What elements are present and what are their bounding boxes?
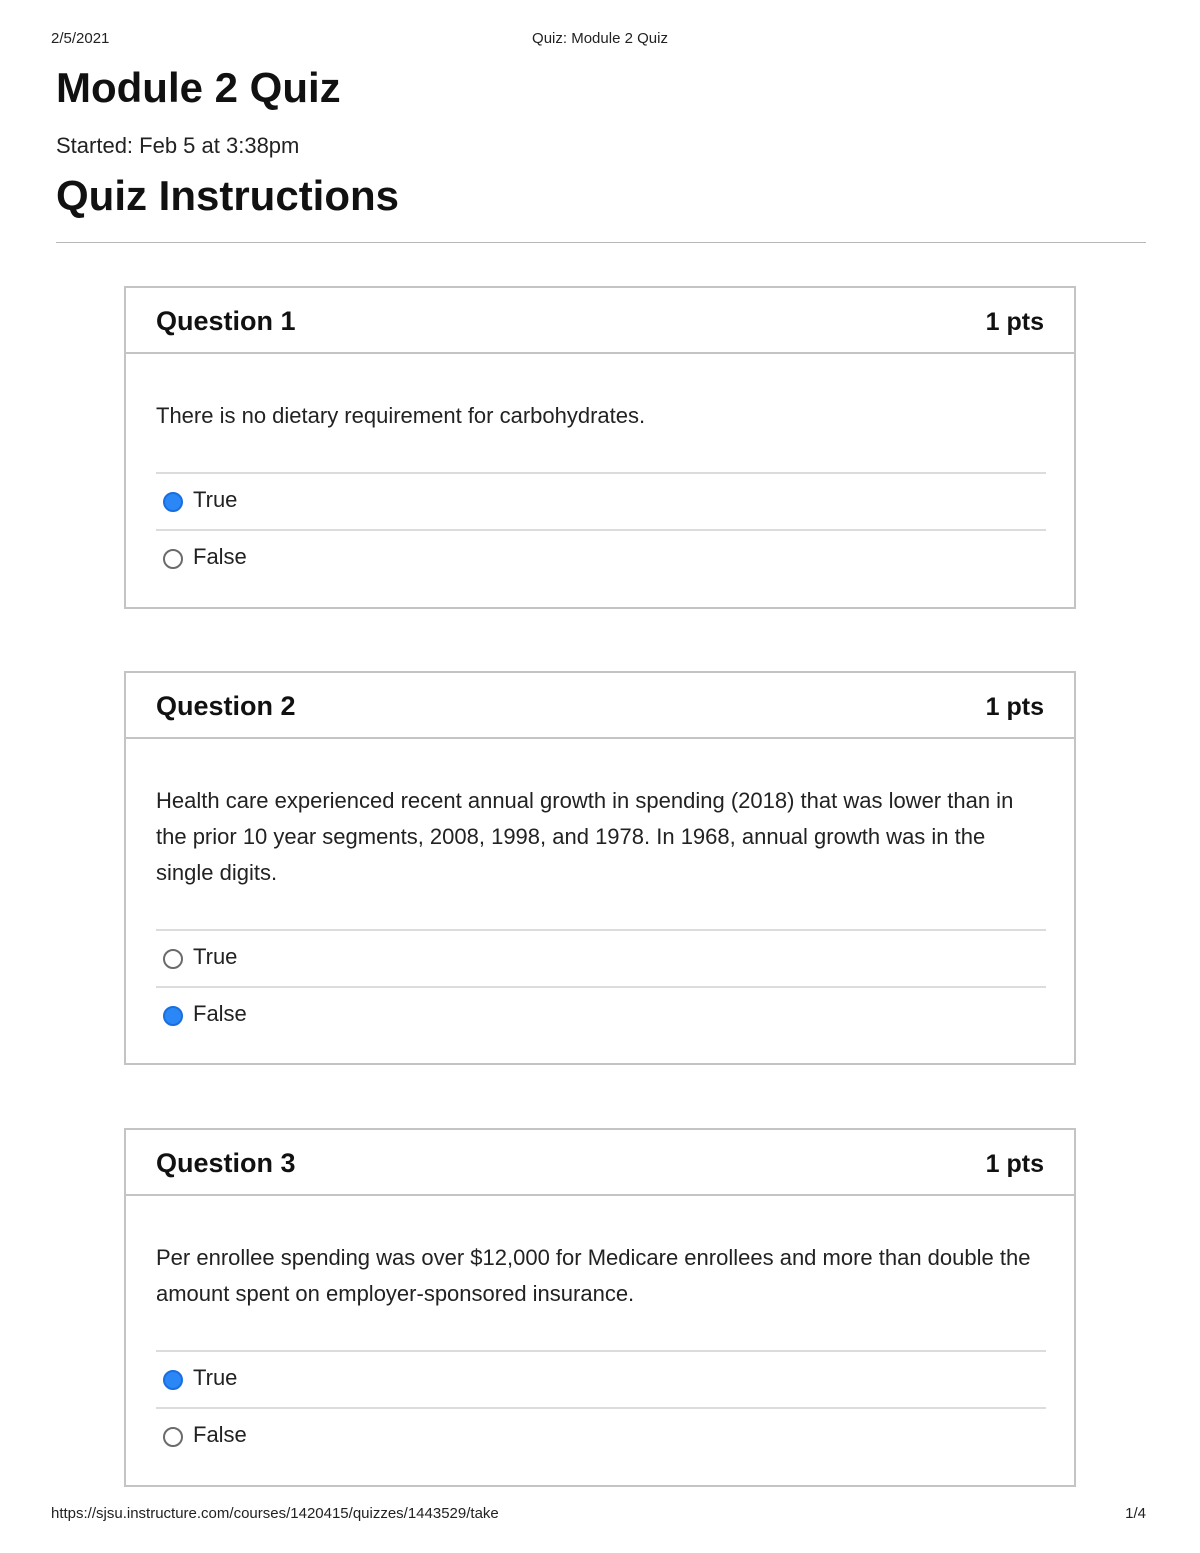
quiz-instructions-heading: Quiz Instructions [56, 172, 400, 219]
radio-button-selected-icon[interactable] [163, 492, 183, 512]
question-header [126, 288, 1074, 354]
section-divider [56, 242, 1146, 243]
question-card-1 [124, 286, 1076, 609]
question-header [126, 673, 1074, 739]
question-header [126, 1130, 1074, 1196]
question-body [126, 354, 1074, 584]
radio-button-selected-icon[interactable] [163, 1006, 183, 1026]
page-title: Module 2 Quiz [56, 64, 341, 111]
radio-button-unselected-icon[interactable] [163, 549, 183, 569]
question-title: Question 2 [156, 691, 296, 721]
question-card-2 [124, 671, 1076, 1065]
answer-option-false[interactable] [156, 1407, 1046, 1462]
answer-label[interactable]: True [193, 487, 238, 512]
question-points: 1 pts [985, 308, 1044, 336]
answer-list [156, 472, 1046, 584]
question-card-3 [124, 1128, 1076, 1487]
radio-button-unselected-icon[interactable] [163, 949, 183, 969]
question-title: Question 3 [156, 1148, 296, 1178]
print-header [0, 30, 1200, 50]
question-text: There is no dietary requirement for carbohydrates. [156, 403, 646, 428]
answer-option-false[interactable] [156, 529, 1046, 584]
answer-label[interactable]: False [193, 1422, 247, 1447]
print-date: 2/5/2021 [51, 30, 110, 47]
answer-option-true[interactable] [156, 1352, 1046, 1407]
answer-option-true[interactable] [156, 474, 1046, 529]
print-footer [0, 1505, 1200, 1525]
answer-label[interactable]: False [193, 544, 247, 569]
question-body [126, 1196, 1074, 1462]
answer-label[interactable]: True [193, 1365, 238, 1390]
print-url: https://sjsu.instructure.com/courses/1420415/quizzes/1443529/take [51, 1505, 499, 1522]
radio-button-unselected-icon[interactable] [163, 1427, 183, 1447]
answer-option-false[interactable] [156, 986, 1046, 1041]
question-body [126, 739, 1074, 1041]
question-title: Question 1 [156, 306, 296, 336]
answer-list [156, 929, 1046, 1041]
question-text: Health care experienced recent annual growth in spending (2018) that was lower than in the prior 10 year segments, 2008, 1998, and 1978. In 1968, annual growth was in the single digits. [156, 788, 1014, 885]
quiz-started-time: Started: Feb 5 at 3:38pm [56, 133, 300, 158]
question-text: Per enrollee spending was over $12,000 for Medicare enrollees and more than double the amount spent on employer-sponsored insurance. [156, 1245, 1031, 1306]
page-number: 1/4 [1125, 1505, 1146, 1522]
answer-label[interactable]: True [193, 944, 238, 969]
answer-label[interactable]: False [193, 1001, 247, 1026]
question-points: 1 pts [985, 1150, 1044, 1178]
question-points: 1 pts [985, 693, 1044, 721]
radio-button-selected-icon[interactable] [163, 1370, 183, 1390]
print-document-title: Quiz: Module 2 Quiz [532, 30, 668, 47]
answer-list [156, 1350, 1046, 1462]
answer-option-true[interactable] [156, 931, 1046, 986]
